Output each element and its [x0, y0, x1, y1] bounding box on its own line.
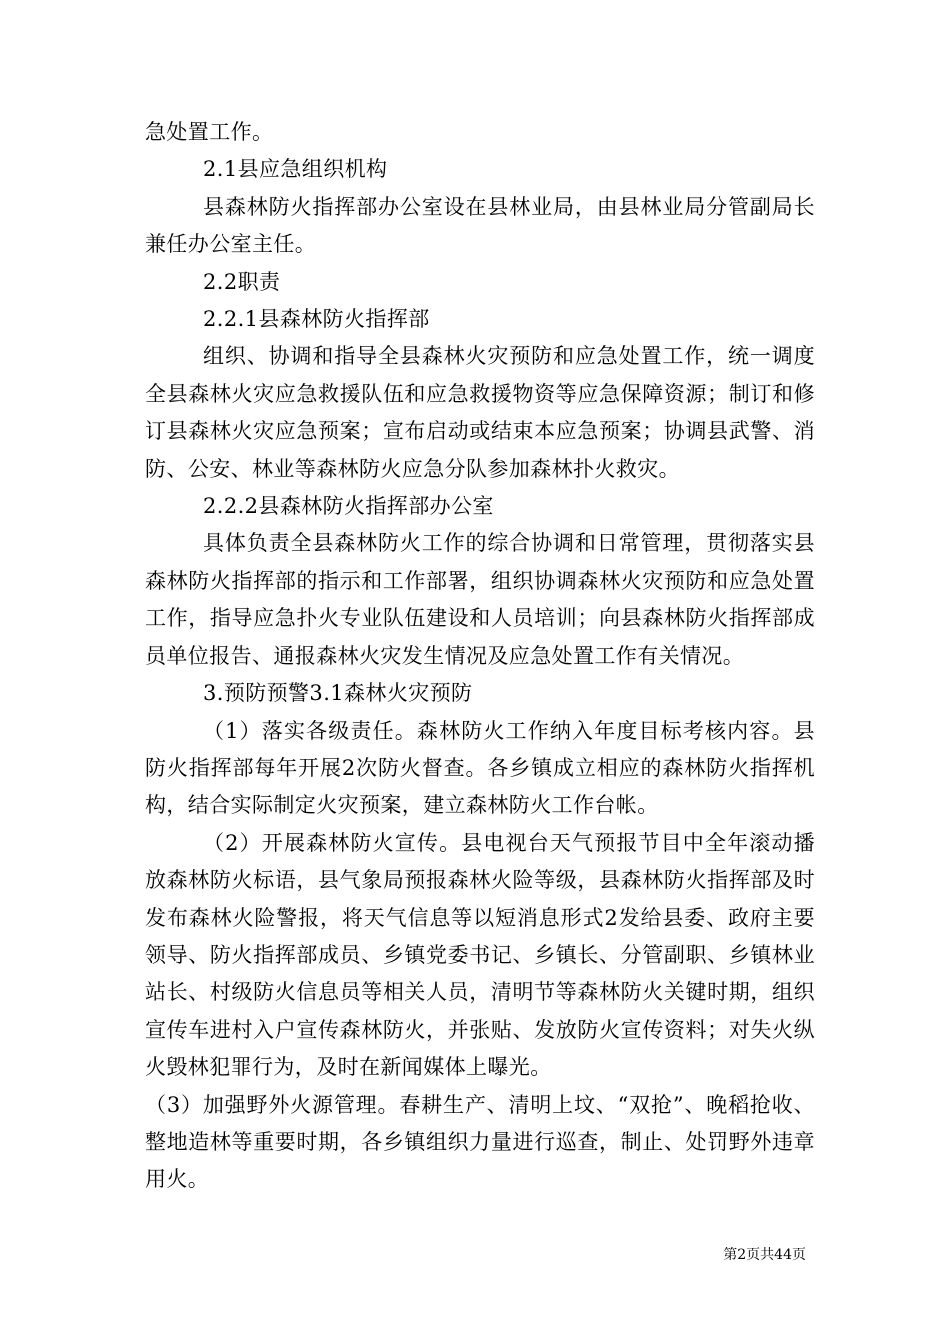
document-body — [145, 114, 815, 1199]
paragraph-10: （1）落实各级责任。森林防火工作纳入年度目标考核内容。县防火指挥部每年开展2次防火督查。各乡镇成立相应的森林防火指挥机构，结合实际制定火灾预案，建立森林防火工作台帐。 — [145, 718, 815, 818]
heading-2-2: 2.2职责 — [203, 269, 281, 294]
paragraph-11: （2）开展森林防火宣传。县电视台天气预报节目中全年滚动播放森林防火标语，县气象局预报森林火险等级，县森林防火指挥部及时发布森林火险警报，将天气信息等以短消息形式2发给县委、政府主要领导、防火指挥部成员、乡镇党委书记、乡镇长、分管副职、乡镇林业站长、村级防火信息员等相关人员，清明节等森林防火关键时期，组织宣传车进村入户宣传森林防火，并张贴、发放防火宣传资料；对失火纵火毁林犯罪行为，及时在新闻媒体上曝光。 — [145, 830, 815, 1080]
paragraph-6: 组织、协调和指导全县森林火灾预防和应急处置工作，统一调度全县森林火灾应急救援队伍和应急救援物资等应急保障资源；制订和修订县森林火灾应急预案；宣布启动或结束本应急预案；协调县武警、消防、公安、林业等森林防火应急分队参加森林扑火救灾。 — [145, 344, 815, 481]
heading-3-1: 3.预防预警3.1森林火灾预防 — [203, 681, 473, 706]
paragraph-1: 急处置工作。 — [145, 120, 274, 144]
paragraph-8: 具体负责全县森林防火工作的综合协调和日常管理，贯彻落实县森林防火指挥部的指示和工作部署，组织协调森林火灾预防和应急处置工作，指导应急扑火专业队伍建设和人员培训；向县森林防火指挥部成员单位报告、通报森林火灾发生情况及应急处置工作有关情况。 — [145, 531, 815, 668]
heading-2-1: 2.1县应急组织机构 — [203, 157, 388, 182]
page-number-footer: 第2页共44页 — [723, 1247, 806, 1263]
heading-2-2-1: 2.2.1县森林防火指挥部 — [203, 307, 430, 332]
paragraph-3: 县森林防火指挥部办公室设在县林业局，由县林业局分管副局长兼任办公室主任。 — [145, 194, 815, 257]
paragraph-12: （3）加强野外火源管理。春耕生产、清明上坟、“双抢”、晚稻抢收、整地造林等重要时期，各乡镇组织力量进行巡查，制止、处罚野外违章用火。 — [145, 1092, 815, 1192]
heading-2-2-2: 2.2.2县森林防火指挥部办公室 — [203, 494, 494, 519]
